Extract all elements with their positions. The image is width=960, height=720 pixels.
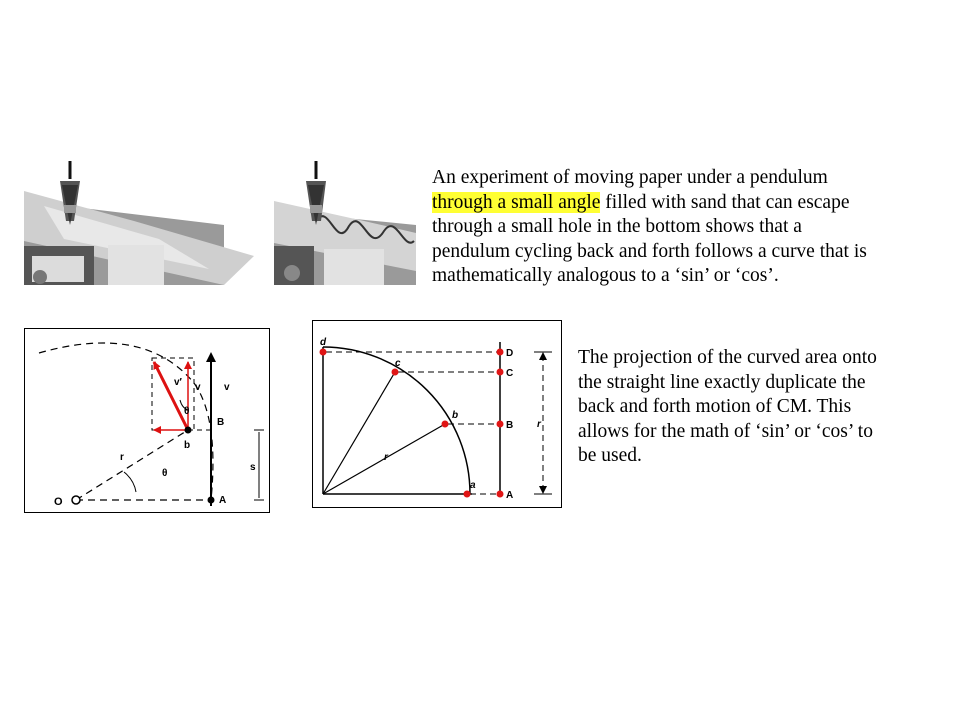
label-v-inner: v: [195, 382, 201, 393]
label-b: b: [184, 440, 191, 451]
label-a: a: [470, 480, 476, 491]
paragraph2-line-5: be used.: [578, 445, 642, 467]
label-A: A: [219, 495, 227, 506]
label-r-span: r: [537, 419, 541, 430]
paragraph2-line-1: The projection of the curved area onto: [578, 347, 877, 368]
label-B: B: [506, 420, 514, 431]
label-B: B: [217, 417, 225, 428]
label-v-outer: v: [224, 382, 230, 393]
label-O: O: [54, 496, 63, 508]
paragraph-line-2: [432, 191, 867, 216]
paragraph-line-2-rest: filled with sand that can escape: [605, 191, 850, 213]
paragraph2-line-3: back and forth motion of CM. This: [578, 396, 852, 418]
label-r: r: [120, 452, 124, 463]
label-C: C: [506, 368, 514, 379]
label-v-prime: v′: [174, 377, 182, 388]
paragraph-line-1: An experiment of moving paper under a pendulum: [432, 167, 828, 188]
experiment-description: [432, 166, 867, 289]
pendulum-frame-left: [24, 161, 254, 285]
paragraph2-line-4: allows for the math of ‘sin’ or ‘cos’ to: [578, 420, 873, 442]
label-d: d: [320, 337, 327, 348]
label-theta-bottom: θ: [162, 468, 168, 479]
projection-diagram: [312, 320, 562, 508]
label-D: D: [506, 348, 514, 359]
label-theta-top: θ: [184, 406, 190, 417]
pendulum-experiment-photo: [24, 161, 416, 285]
label-b: b: [452, 410, 459, 421]
highlighted-phrase: through a small angle: [432, 191, 601, 213]
paragraph2-line-2: the straight line exactly duplicate the: [578, 371, 866, 393]
label-A: A: [506, 490, 514, 501]
label-s: s: [250, 462, 256, 473]
pendulum-frame-right: [274, 161, 416, 285]
velocity-component-diagram: [24, 328, 270, 513]
paragraph-line-5: mathematically analogous to a ‘sin’ or ‘cos’.: [432, 265, 779, 287]
label-c: c: [395, 358, 401, 369]
paragraph-line-3: through a small hole in the bottom shows that a: [432, 216, 802, 238]
label-r-radius: r: [384, 452, 388, 463]
projection-description: [578, 346, 877, 469]
paragraph-line-4: pendulum cycling back and forth follows a curve that is: [432, 240, 867, 262]
